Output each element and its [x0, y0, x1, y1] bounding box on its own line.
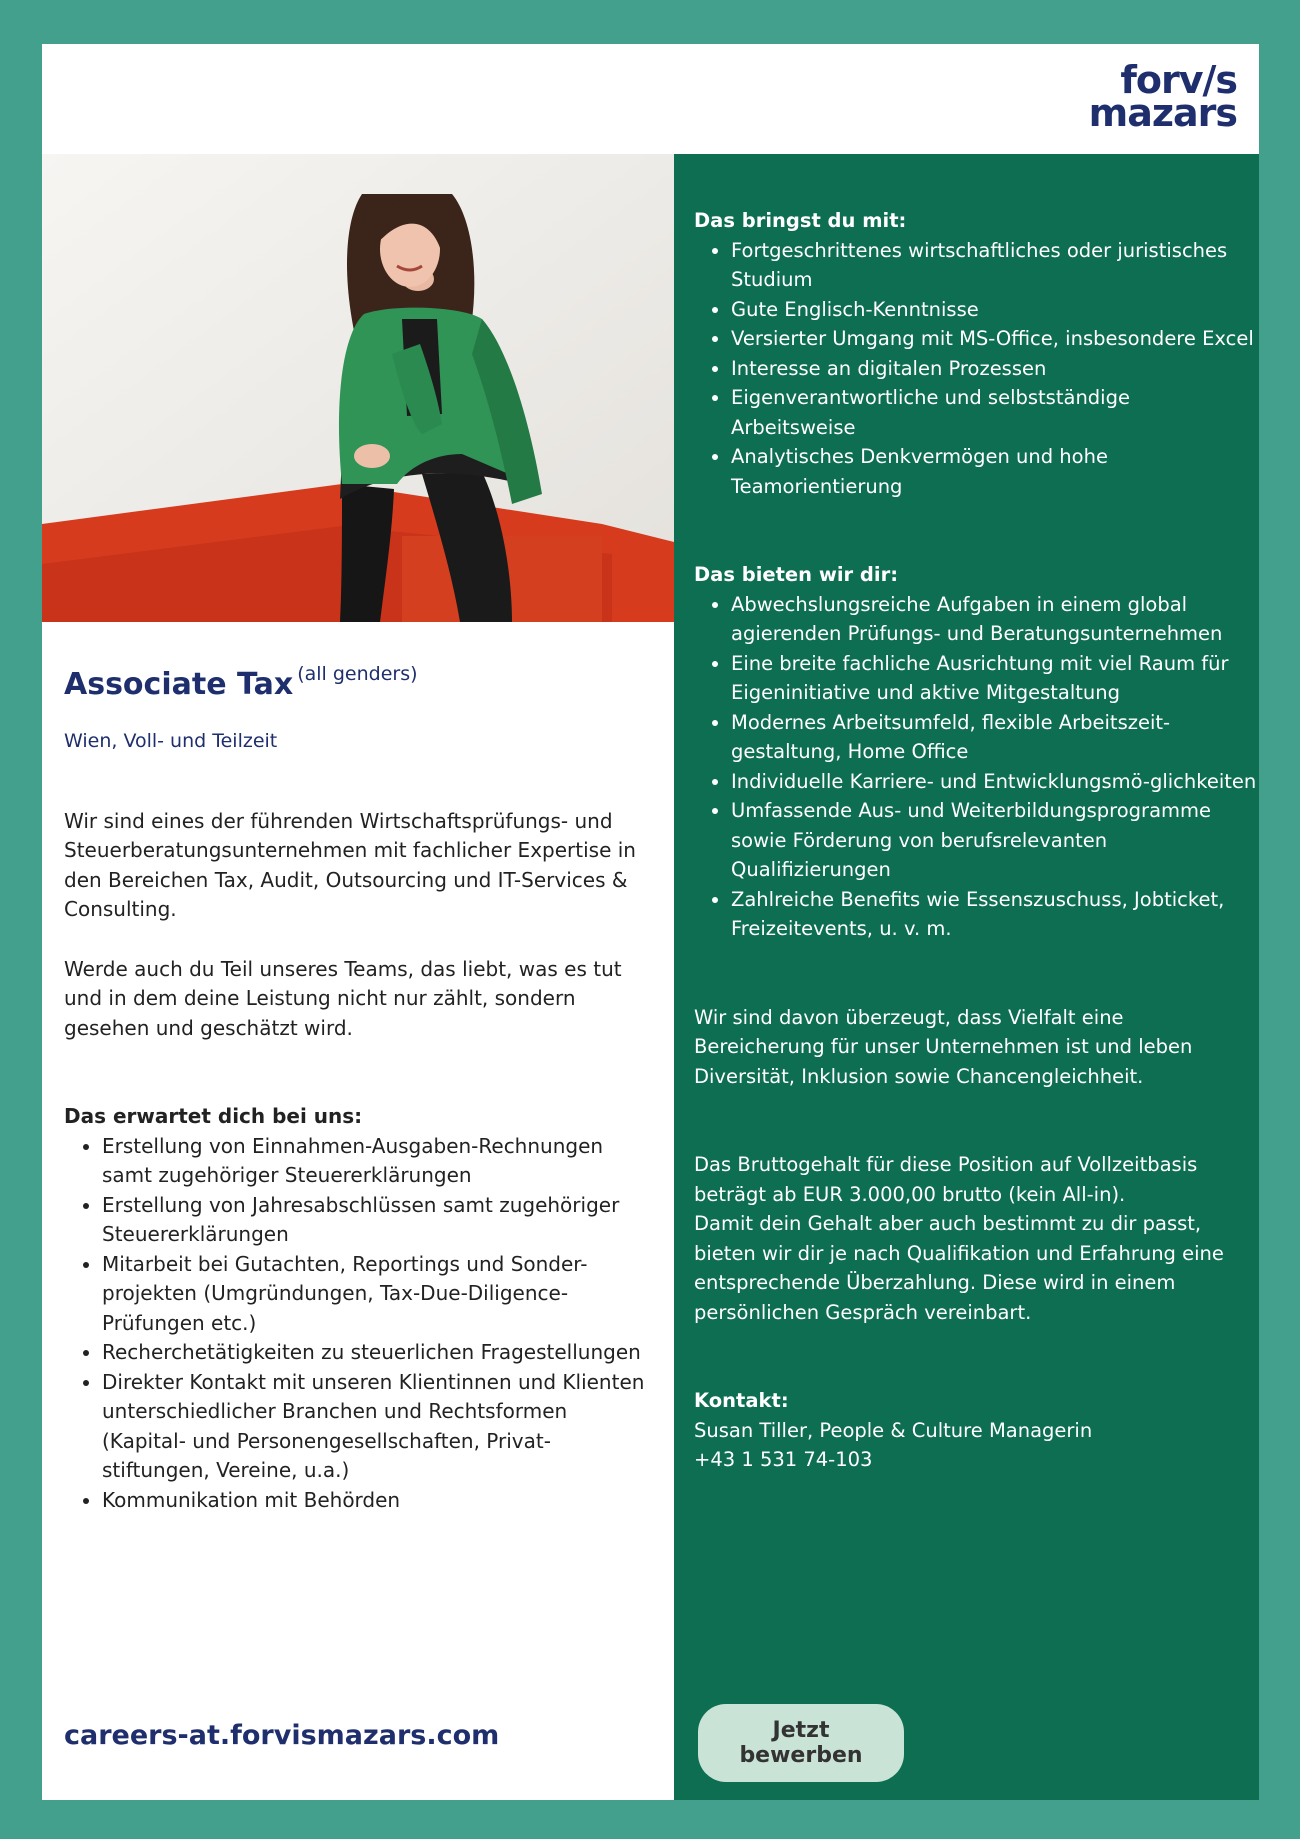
job-posting-sheet	[42, 44, 1259, 1800]
offer-list	[694, 590, 1259, 944]
list-item: • Analytisches Denkvermögen und hohe Teamorientierung	[731, 442, 1259, 501]
offer-heading: Das bieten wir dir:	[694, 563, 898, 586]
list-item: • Erstellung von Einnahmen-Ausgaben-Rechnungen samt zugehöriger Steuererklärungen	[102, 1132, 654, 1191]
list-item: • Umfassende Aus- und Weiterbildungsprogramme sowie Förderung von berufsrelevanten Qualifizierungen	[731, 796, 1259, 885]
hero-photo	[42, 154, 674, 622]
list-item: • Eigenverantwortliche und selbstständige Arbeitsweise	[731, 383, 1259, 442]
bring-heading: Das bringst du mit:	[694, 209, 907, 232]
company-logo: forv/s mazars	[1088, 58, 1237, 135]
salary-info: Das Bruttogehalt für diese Position auf Vollzeitbasis beträgt ab EUR 3.000,00 brutto (kein All-in).	[694, 1153, 1198, 1206]
list-item: • Zahlreiche Benefits wie Essenszuschuss, Jobticket, Freizeitevents, u. v. m.	[731, 885, 1259, 944]
list-item: • Recherchetätigkeiten zu steuerlichen Fragestellungen	[102, 1338, 654, 1368]
list-item: • Eine breite fachliche Ausrichtung mit viel Raum für Eigeninitiative und aktive Mitgestaltung	[731, 649, 1259, 708]
job-title: Associate Tax $^{(all genders)}$	[64, 663, 418, 702]
list-item: • Modernes Arbeitsumfeld, flexible Arbeitszeit-gestaltung, Home Office	[731, 708, 1259, 767]
apply-button[interactable]: Jetzt bewerben	[698, 1704, 904, 1782]
contact-name: Susan Tiller, People & Culture Managerin	[694, 1418, 1093, 1442]
intro-paragraph: Wir sind eines der führenden Wirtschaftsprüfungs- und Steuerberatungsunternehmen mit fachlicher Expertise in den Bereichen Tax, Audit, Outsourcing und IT-Services & Consulting.	[64, 808, 636, 921]
left-column	[64, 654, 654, 1515]
job-location: Wien, Voll- und Teilzeit	[64, 730, 278, 752]
right-panel	[674, 154, 1259, 1800]
list-item: • Mitarbeit bei Gutachten, Reportings und Sonder-projekten (Umgründungen, Tax-Due-Diligence-Prüfungen etc.)	[102, 1250, 654, 1339]
list-item: • Kommunikation mit Behörden	[102, 1486, 654, 1516]
intro-paragraph: Werde auch du Teil unseres Teams, das liebt, was es tut und in dem deine Leistung nicht nur zählt, sondern gesehen und geschätzt wird.	[64, 956, 622, 1040]
list-item: • Gute Englisch-Kenntnisse	[731, 295, 1259, 325]
list-item: • Interesse an digitalen Prozessen	[731, 354, 1259, 384]
title-suffix: (all genders)	[297, 663, 418, 685]
contact-heading: Kontakt:	[694, 1389, 789, 1412]
list-item: • Abwechslungsreiche Aufgaben in einem global agierenden Prüfungs- und Beratungsunternehmen	[731, 590, 1259, 649]
careers-link[interactable]: careers-at.forvismazars.com	[64, 1720, 500, 1751]
salary-details: Damit dein Gehalt aber auch bestimmt zu dir passt, bieten wir dir je nach Qualifikation und Erfahrung eine entsprechende Überzahlung. Diese wird in einem persönlichen Gespräch vereinbart.	[694, 1212, 1224, 1324]
list-item: • Individuelle Karriere- und Entwicklungsmö-glichkeiten	[731, 767, 1259, 797]
list-item: • Direkter Kontakt mit unseren Klientinnen und Klienten unterschiedlicher Branchen und Rechtsformen (Kapital- und Personengesellschaften, Privat-stiftungen, Vereine, u.a.)	[102, 1368, 654, 1486]
bring-list	[694, 236, 1259, 502]
list-item: • Versierter Umgang mit MS-Office, insbesondere Excel	[731, 324, 1259, 354]
diversity-statement: Wir sind davon überzeugt, dass Vielfalt eine Bereicherung für unser Unternehmen ist und leben Diversität, Inklusion sowie Chancengleichheit.	[694, 1005, 1193, 1088]
contact-phone: +43 1 531 74-103	[694, 1448, 873, 1471]
expect-heading: Das erwartet dich bei uns:	[64, 1104, 363, 1128]
list-item: • Erstellung von Jahresabschlüssen samt zugehöriger Steuererklärungen	[102, 1191, 654, 1250]
expect-list	[64, 1132, 654, 1516]
list-item: • Fortgeschrittenes wirtschaftliches oder juristisches Studium	[731, 236, 1259, 295]
